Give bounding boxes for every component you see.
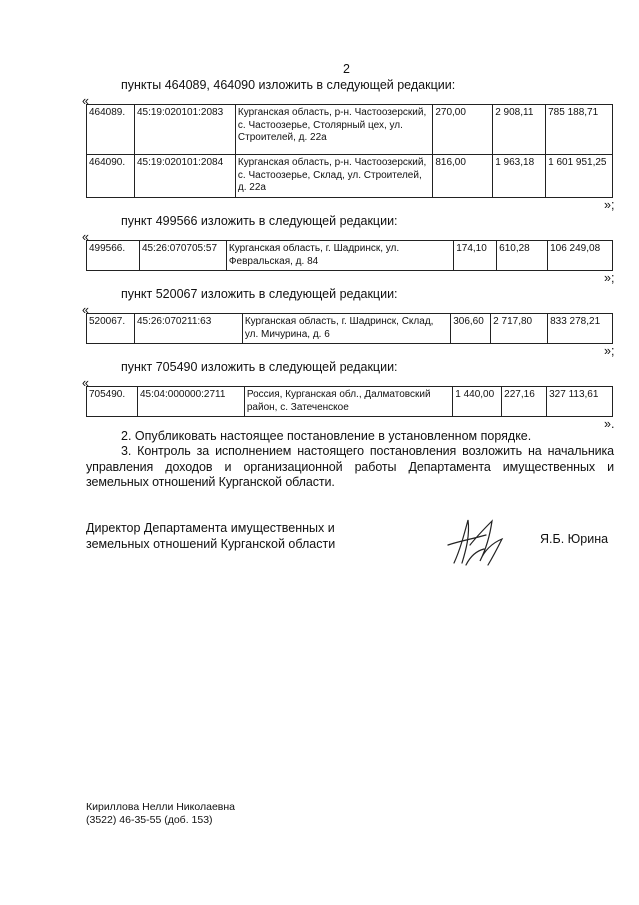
handwritten-signature-icon — [440, 505, 520, 580]
row-address: Россия, Курганская обл., Далматовский район, с. Затеченское — [244, 387, 452, 417]
row-total: 1 601 951,25 — [546, 155, 613, 198]
row-price: 1 963,18 — [493, 155, 546, 198]
close-quote-2: »; — [604, 271, 615, 285]
page-number: 2 — [343, 62, 350, 76]
open-quote-1: « — [82, 94, 89, 108]
open-quote-4: « — [82, 376, 89, 390]
row-cadastral: 45:19:020101:2084 — [134, 155, 235, 198]
section-heading-3: пункт 520067 изложить в следующей редакции: — [121, 287, 398, 301]
row-id: 499566. — [87, 241, 140, 271]
close-quote-3: »; — [604, 344, 615, 358]
row-address: Курганская область, р-н. Частоозерский, с. Частоозерье, Столярный цех, ул. Строителей, д. 22а — [235, 105, 432, 155]
row-price: 2 717,80 — [491, 314, 548, 344]
row-cadastral: 45:04:000000:2711 — [137, 387, 244, 417]
close-quote-4: ». — [604, 417, 615, 431]
row-cadastral: 45:19:020101:2083 — [134, 105, 235, 155]
table-section-1 — [86, 104, 613, 198]
row-id: 520067. — [87, 314, 135, 344]
paragraph-2: 2. Опубликовать настоящее постановление в установленном порядке. — [121, 429, 532, 443]
row-address: Курганская область, р-н. Частоозерский, с. Частоозерье, Склад, ул. Строителей, д. 22а — [235, 155, 432, 198]
signer-name: Я.Б. Юрина — [540, 532, 609, 546]
close-quote-1: »; — [604, 198, 615, 212]
section-heading-2: пункт 499566 изложить в следующей редакции: — [121, 214, 398, 228]
open-quote-2: « — [82, 230, 89, 244]
table-section-4 — [86, 386, 613, 417]
table-row — [87, 155, 613, 198]
row-cadastral: 45:26:070211:63 — [134, 314, 242, 344]
row-price: 2 908,11 — [493, 105, 546, 155]
row-total: 785 188,71 — [546, 105, 613, 155]
table-row — [87, 314, 613, 344]
row-id: 464090. — [87, 155, 135, 198]
row-area: 174,10 — [454, 241, 497, 271]
table-section-2 — [86, 240, 613, 271]
row-total: 833 278,21 — [548, 314, 613, 344]
row-id: 705490. — [87, 387, 138, 417]
table-row — [87, 105, 613, 155]
row-area: 306,60 — [451, 314, 491, 344]
row-area: 1 440,00 — [453, 387, 502, 417]
table-section-3 — [86, 313, 613, 344]
table-row — [87, 387, 613, 417]
executor-phone: (3522) 46-35-55 (доб. 153) — [86, 814, 213, 826]
executor-name: Кириллова Нелли Николаевна — [86, 801, 236, 813]
paragraph-3: 3. Контроль за исполнением настоящего постановления возложить на начальника управления доходов и организационной работы Департамента имущественных и земельных отношений Курганской области. — [86, 444, 614, 489]
row-price: 610,28 — [497, 241, 548, 271]
row-area: 270,00 — [433, 105, 493, 155]
row-id: 464089. — [87, 105, 135, 155]
row-price: 227,16 — [502, 387, 547, 417]
section-heading-1: пункты 464089, 464090 изложить в следующей редакции: — [121, 78, 456, 92]
row-cadastral: 45:26:070705:57 — [139, 241, 226, 271]
section-heading-4: пункт 705490 изложить в следующей редакции: — [121, 360, 398, 374]
row-total: 327 113,61 — [547, 387, 613, 417]
signer-position-line2: земельных отношений Курганской области — [86, 537, 336, 551]
signer-position-line1: Директор Департамента имущественных и — [86, 521, 335, 535]
table-row — [87, 241, 613, 271]
row-area: 816,00 — [433, 155, 493, 198]
row-total: 106 249,08 — [548, 241, 613, 271]
row-address: Курганская область, г. Шадринск, Склад, ул. Мичурина, д. 6 — [242, 314, 450, 344]
row-address: Курганская область, г. Шадринск, ул. Февральская, д. 84 — [226, 241, 453, 271]
open-quote-3: « — [82, 303, 89, 317]
